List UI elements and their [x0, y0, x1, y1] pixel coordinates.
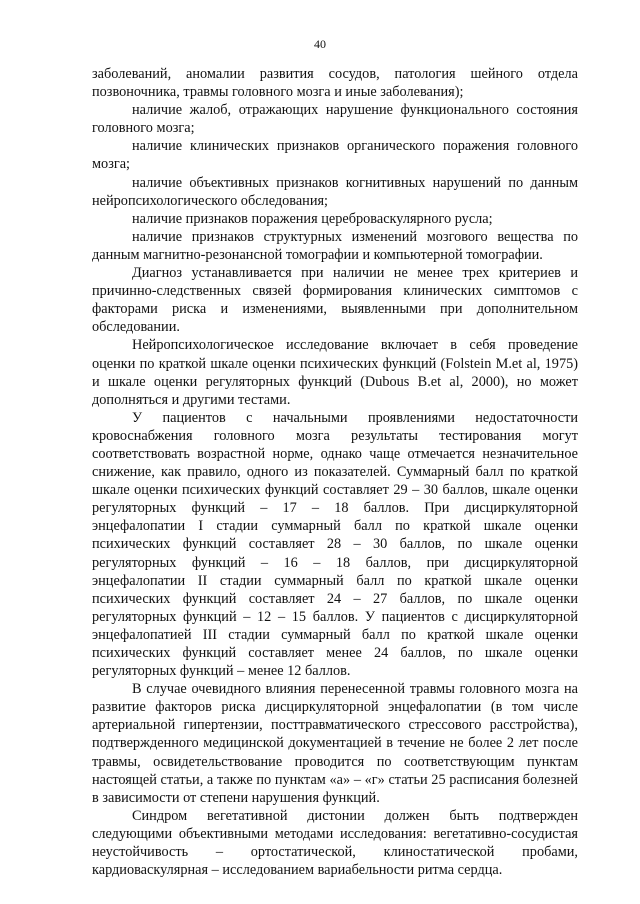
paragraph-cognitive-signs: наличие объективных признаков когнитивных нарушений по данным нейропсихологического обследования; — [92, 174, 578, 209]
paragraph-clinical-signs: наличие клинических признаков органического поражения головного мозга; — [92, 138, 578, 173]
paragraph-neuropsych: Нейропсихологическое исследование включает в себя проведение оценки по краткой шкале оценки психических функций (Folstein M.et al, 1975) и шкале оценки регуляторных функций (Dubous B.et al, 2000), но может дополняться и другими тестами. — [92, 337, 578, 408]
paragraph-diagnosis: Диагноз устанавливается при наличии не менее трех критериев и причинно-следственных связей формирования клинических симптомов с факторами риска и изменениями, выявленными при дополнительном обследовании. — [92, 265, 578, 336]
paragraph-vegetative: Синдром вегетативной дистонии должен быть подтвержден следующими объективными методами исследования: вегетативно-сосудистая неустойчивость – ортостатической, клиностатической пробами, кардиоваскулярная – исследованием вариабельности ритма сердца. — [92, 807, 578, 879]
paragraph-trauma: В случае очевидного влияния перенесенной травмы головного мозга на развитие факторов риска дисциркуляторной энцефалопатии (в том числе артериальной гипертензии, посттравматического стрессового расстройства), подтвержденного медицинской документацией в течение не более 2 лет после травмы, освидетельствование проводится по соответствующим пунктам настоящей статьи, а также по пунктам «а» – «г» статьи 25 расписания болезней в зависимости от степени нарушения функций. — [92, 681, 578, 806]
document-body — [92, 65, 578, 879]
paragraph-complaints: наличие жалоб, отражающих нарушение функционального состояния головного мозга; — [92, 102, 578, 137]
page-number: 40 — [314, 37, 326, 51]
paragraph-structural-signs: наличие признаков структурных изменений мозгового вещества по данным магнитно-резонансной томографии и компьютерной томографии. — [92, 228, 578, 263]
paragraph-vascular-signs: наличие признаков поражения цереброваскулярного русла; — [132, 210, 493, 227]
paragraph-scores: У пациентов с начальными проявлениями недостаточности кровоснабжения головного мозга результаты тестирования могут соответствовать возрастной норме, однако чаще отмечается незначительное снижение, как правило, одного из показателей. Суммарный балл по краткой шкале оценки психических функций составляет 29 – 30 баллов, шкале оценки регуляторных функций – 17 – 18 баллов. При дисциркуляторной энцефалопатии I стадии суммарный балл по краткой шкале оценки психических функций составляет 28 – 30 баллов, по шкале оценки регуляторных функций – 16 – 18 баллов, при дисциркуляторной энцефалопатии II стадии суммарный балл по краткой шкале оценки психических функций составляет 24 – 27 баллов, по шкале оценки регуляторных функций – 12 – 15 баллов. У пациентов с дисциркуляторной энцефалопатией III стадии суммарный балл по краткой шкале оценки психических функций составляет менее 24 баллов, по шкале оценки регуляторных функций – менее 12 баллов. — [92, 409, 578, 680]
paragraph-continuation: заболеваний, аномалии развития сосудов, патология шейного отдела позвоночника, травмы головного мозга и иные заболевания); — [92, 66, 578, 101]
